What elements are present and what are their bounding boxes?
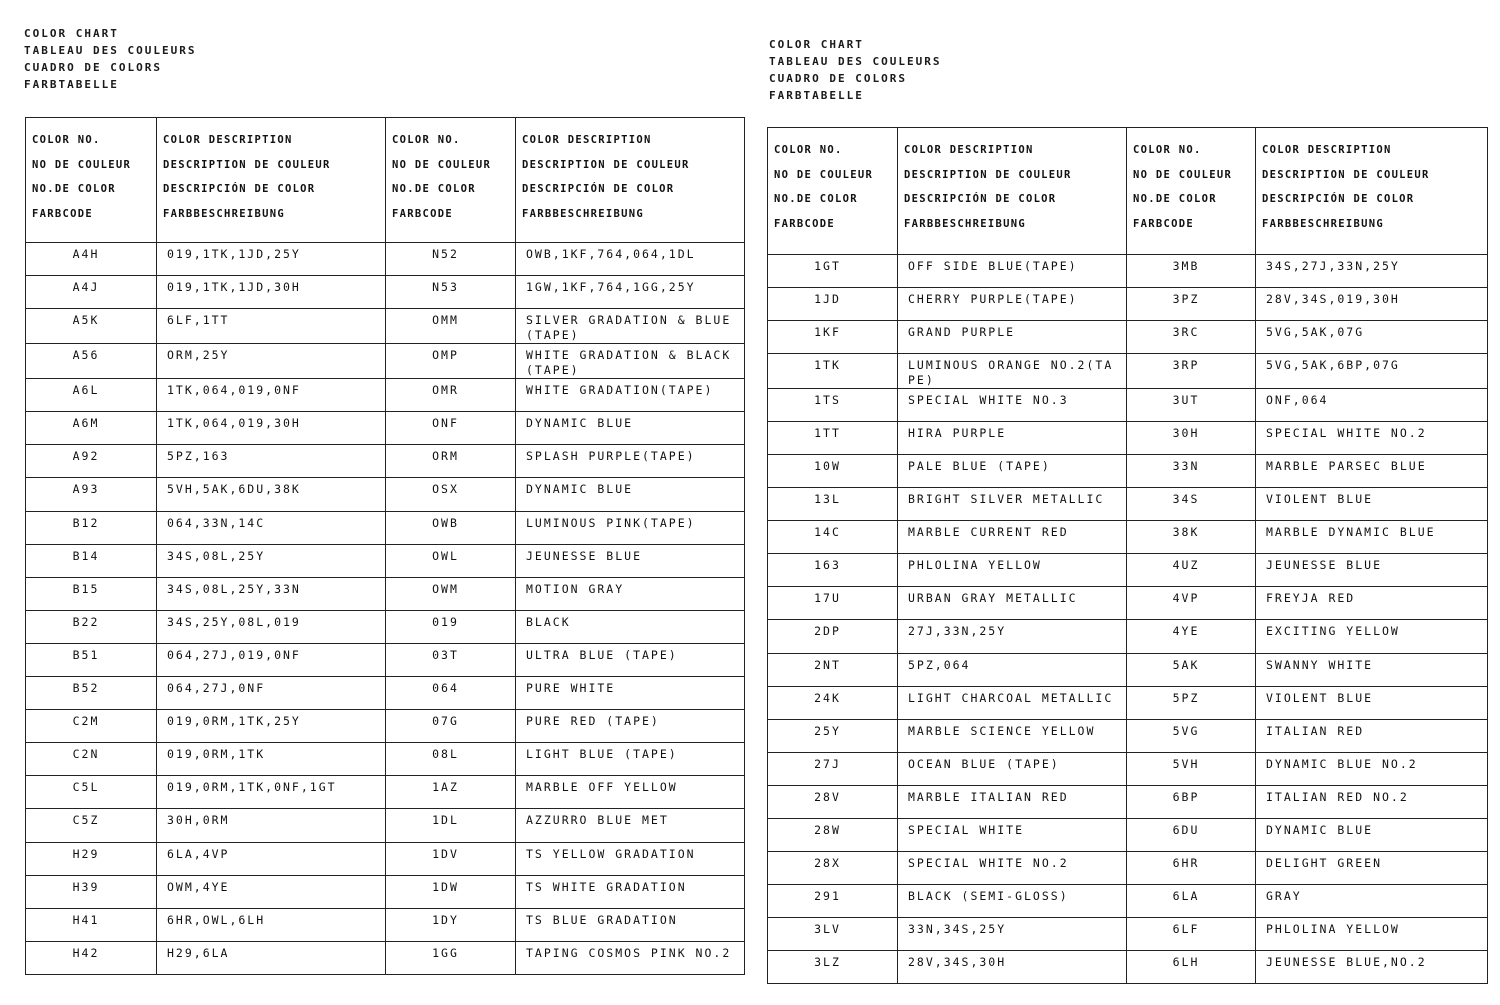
color-code-cell: 10W bbox=[768, 455, 898, 488]
color-code-cell: 2NT bbox=[768, 653, 898, 686]
color-code-cell: ORM bbox=[386, 445, 516, 478]
chart-heading-left bbox=[24, 25, 196, 93]
color-description-cell: 1TK,064,019,0NF bbox=[157, 379, 386, 412]
color-code-cell: A4J bbox=[26, 276, 157, 309]
color-code-cell: C5L bbox=[26, 776, 157, 809]
color-description-cell: PURE WHITE bbox=[516, 677, 745, 710]
color-description-cell: TS WHITE GRADATION bbox=[516, 875, 745, 908]
table-row bbox=[26, 776, 745, 809]
color-description-cell: 6HR,OWL,6LH bbox=[157, 908, 386, 941]
color-code-cell: H41 bbox=[26, 908, 157, 941]
color-code-cell: 14C bbox=[768, 521, 898, 554]
color-code-cell: 38K bbox=[1127, 521, 1256, 554]
table-row bbox=[26, 412, 745, 445]
color-code-cell: 17U bbox=[768, 587, 898, 620]
color-description-cell: 019,0RM,1TK bbox=[157, 743, 386, 776]
color-code-cell: 1DY bbox=[386, 908, 516, 941]
table-row bbox=[26, 445, 745, 478]
color-description-cell: PHLOLINA YELLOW bbox=[1256, 917, 1488, 950]
table-row bbox=[26, 941, 745, 974]
color-description-cell: MARBLE ITALIAN RED bbox=[898, 785, 1127, 818]
color-code-cell: 6LH bbox=[1127, 950, 1256, 983]
heading-line: FARBTABELLE bbox=[769, 89, 864, 102]
table-row bbox=[768, 752, 1488, 785]
color-description-cell: ULTRA BLUE (TAPE) bbox=[516, 643, 745, 676]
color-description-cell: 019,1TK,1JD,25Y bbox=[157, 243, 386, 276]
table-row bbox=[26, 875, 745, 908]
color-code-cell: 1KF bbox=[768, 321, 898, 354]
color-code-cell: A92 bbox=[26, 445, 157, 478]
table-row bbox=[768, 321, 1488, 354]
color-code-cell: 3UT bbox=[1127, 389, 1256, 422]
color-description-cell: BLACK (SEMI-GLOSS) bbox=[898, 884, 1127, 917]
color-description-header: COLOR DESCRIPTION DESCRIPTION DE COULEUR DESCRIPCIÓN DE COLOR FARBBESCHREIBUNG bbox=[157, 118, 386, 243]
color-code-cell: 3PZ bbox=[1127, 288, 1256, 321]
table-row bbox=[26, 577, 745, 610]
color-code-cell: 08L bbox=[386, 743, 516, 776]
color-code-cell: N53 bbox=[386, 276, 516, 309]
color-code-cell: 13L bbox=[768, 488, 898, 521]
color-code-cell: 30H bbox=[1127, 422, 1256, 455]
color-description-cell: 1TK,064,019,30H bbox=[157, 412, 386, 445]
color-description-header: COLOR DESCRIPTION DESCRIPTION DE COULEUR DESCRIPCIÓN DE COLOR FARBBESCHREIBUNG bbox=[1256, 128, 1488, 255]
color-description-cell: GRAY bbox=[1256, 884, 1488, 917]
table-row bbox=[26, 809, 745, 842]
color-code-cell: B14 bbox=[26, 544, 157, 577]
color-description-cell: ORM,25Y bbox=[157, 344, 386, 379]
color-code-cell: OWL bbox=[386, 544, 516, 577]
color-code-cell: 07G bbox=[386, 710, 516, 743]
table-row bbox=[26, 379, 745, 412]
color-description-cell: 34S,27J,33N,25Y bbox=[1256, 255, 1488, 288]
color-description-cell: LUMINOUS PINK(TAPE) bbox=[516, 511, 745, 544]
color-description-cell: 28V,34S,019,30H bbox=[1256, 288, 1488, 321]
color-code-cell: 5AK bbox=[1127, 653, 1256, 686]
heading-line: CUADRO DE COLORS bbox=[769, 72, 907, 85]
color-code-cell: 4VP bbox=[1127, 587, 1256, 620]
color-code-cell: 1GT bbox=[768, 255, 898, 288]
color-no-header: COLOR NO. NO DE COULEUR NO.DE COLOR FARBCODE bbox=[768, 128, 898, 255]
color-code-cell: A6L bbox=[26, 379, 157, 412]
color-description-cell: OCEAN BLUE (TAPE) bbox=[898, 752, 1127, 785]
table-row bbox=[26, 243, 745, 276]
color-chart-table-left bbox=[25, 117, 745, 975]
color-code-cell: C5Z bbox=[26, 809, 157, 842]
color-description-cell: 34S,08L,25Y,33N bbox=[157, 577, 386, 610]
color-code-cell: B22 bbox=[26, 610, 157, 643]
color-code-cell: 3MB bbox=[1127, 255, 1256, 288]
table-row bbox=[26, 511, 745, 544]
table-body bbox=[26, 243, 745, 975]
color-code-cell: 3LZ bbox=[768, 950, 898, 983]
color-description-cell: OFF SIDE BLUE(TAPE) bbox=[898, 255, 1127, 288]
color-description-cell: 064,33N,14C bbox=[157, 511, 386, 544]
color-code-cell: OMP bbox=[386, 344, 516, 379]
color-description-cell: SPLASH PURPLE(TAPE) bbox=[516, 445, 745, 478]
color-code-cell: N52 bbox=[386, 243, 516, 276]
table-header-row bbox=[768, 128, 1488, 255]
table-row bbox=[768, 785, 1488, 818]
color-code-cell: A6M bbox=[26, 412, 157, 445]
heading-line: TABLEAU DES COULEURS bbox=[24, 44, 197, 57]
color-code-cell: 1JD bbox=[768, 288, 898, 321]
color-code-cell: 33N bbox=[1127, 455, 1256, 488]
table-row bbox=[26, 710, 745, 743]
color-description-header: COLOR DESCRIPTION DESCRIPTION DE COULEUR DESCRIPCIÓN DE COLOR FARBBESCHREIBUNG bbox=[516, 118, 745, 243]
color-description-cell: GRAND PURPLE bbox=[898, 321, 1127, 354]
table-row bbox=[768, 917, 1488, 950]
color-description-cell: MARBLE SCIENCE YELLOW bbox=[898, 719, 1127, 752]
color-code-cell: 34S bbox=[1127, 488, 1256, 521]
color-code-cell: 6DU bbox=[1127, 818, 1256, 851]
color-code-cell: 163 bbox=[768, 554, 898, 587]
table-row bbox=[26, 743, 745, 776]
color-code-cell: 1TK bbox=[768, 354, 898, 389]
table-row bbox=[26, 842, 745, 875]
color-code-cell: 03T bbox=[386, 643, 516, 676]
color-description-cell: AZZURRO BLUE MET bbox=[516, 809, 745, 842]
table-row bbox=[768, 488, 1488, 521]
table-row bbox=[768, 255, 1488, 288]
color-code-cell: 28X bbox=[768, 851, 898, 884]
color-description-cell: JEUNESSE BLUE bbox=[1256, 554, 1488, 587]
color-description-cell: JEUNESSE BLUE,NO.2 bbox=[1256, 950, 1488, 983]
color-code-cell: 24K bbox=[768, 686, 898, 719]
color-code-cell: 28V bbox=[768, 785, 898, 818]
color-code-cell: OMM bbox=[386, 309, 516, 344]
color-code-cell: ONF bbox=[386, 412, 516, 445]
color-code-cell: 6BP bbox=[1127, 785, 1256, 818]
color-code-cell: A93 bbox=[26, 478, 157, 511]
color-code-cell: 5PZ bbox=[1127, 686, 1256, 719]
color-description-cell: CHERRY PURPLE(TAPE) bbox=[898, 288, 1127, 321]
table-row bbox=[26, 908, 745, 941]
color-code-cell: C2M bbox=[26, 710, 157, 743]
color-code-cell: 6HR bbox=[1127, 851, 1256, 884]
color-description-cell: 5VH,5AK,6DU,38K bbox=[157, 478, 386, 511]
color-description-cell: PHLOLINA YELLOW bbox=[898, 554, 1127, 587]
table-row bbox=[768, 521, 1488, 554]
heading-line: COLOR CHART bbox=[24, 27, 119, 40]
color-description-cell: 27J,33N,25Y bbox=[898, 620, 1127, 653]
color-code-cell: 3RP bbox=[1127, 354, 1256, 389]
table-row bbox=[768, 288, 1488, 321]
color-description-cell: SPECIAL WHITE NO.2 bbox=[898, 851, 1127, 884]
color-description-cell: 5VG,5AK,6BP,07G bbox=[1256, 354, 1488, 389]
color-description-cell: 30H,0RM bbox=[157, 809, 386, 842]
color-code-cell: H29 bbox=[26, 842, 157, 875]
color-code-cell: B12 bbox=[26, 511, 157, 544]
color-code-cell: 064 bbox=[386, 677, 516, 710]
color-description-cell: 33N,34S,25Y bbox=[898, 917, 1127, 950]
color-no-header: COLOR NO. NO DE COULEUR NO.DE COLOR FARBCODE bbox=[26, 118, 157, 243]
color-description-cell: TS BLUE GRADATION bbox=[516, 908, 745, 941]
table-row bbox=[26, 344, 745, 379]
color-code-cell: 6LA bbox=[1127, 884, 1256, 917]
color-description-cell: 6LF,1TT bbox=[157, 309, 386, 344]
color-description-cell: 064,27J,0NF bbox=[157, 677, 386, 710]
color-description-cell: PALE BLUE (TAPE) bbox=[898, 455, 1127, 488]
heading-line: TABLEAU DES COULEURS bbox=[769, 55, 942, 68]
table-row bbox=[768, 818, 1488, 851]
color-description-cell: MARBLE OFF YELLOW bbox=[516, 776, 745, 809]
color-description-cell: DYNAMIC BLUE bbox=[516, 412, 745, 445]
heading-line: FARBTABELLE bbox=[24, 78, 119, 91]
color-description-cell: 6LA,4VP bbox=[157, 842, 386, 875]
color-code-cell: 3RC bbox=[1127, 321, 1256, 354]
color-description-cell: 064,27J,019,0NF bbox=[157, 643, 386, 676]
color-description-cell: 019,1TK,1JD,30H bbox=[157, 276, 386, 309]
color-code-cell: B51 bbox=[26, 643, 157, 676]
color-code-cell: 1TS bbox=[768, 389, 898, 422]
color-chart-table-right bbox=[767, 127, 1488, 984]
color-description-cell: LIGHT CHARCOAL METALLIC bbox=[898, 686, 1127, 719]
table-row bbox=[768, 686, 1488, 719]
table-row bbox=[26, 478, 745, 511]
color-description-cell: OWB,1KF,764,064,1DL bbox=[516, 243, 745, 276]
color-description-cell: DELIGHT GREEN bbox=[1256, 851, 1488, 884]
color-description-cell: HIRA PURPLE bbox=[898, 422, 1127, 455]
color-description-cell: BLACK bbox=[516, 610, 745, 643]
color-description-cell: 34S,25Y,08L,019 bbox=[157, 610, 386, 643]
table-row bbox=[768, 389, 1488, 422]
color-description-cell: PURE RED (TAPE) bbox=[516, 710, 745, 743]
color-description-cell: SPECIAL WHITE NO.3 bbox=[898, 389, 1127, 422]
table-row bbox=[26, 544, 745, 577]
color-description-cell: 1GW,1KF,764,1GG,25Y bbox=[516, 276, 745, 309]
chart-heading-right bbox=[769, 36, 941, 104]
heading-line: COLOR CHART bbox=[769, 38, 864, 51]
table-row bbox=[768, 620, 1488, 653]
color-code-cell: A56 bbox=[26, 344, 157, 379]
color-code-cell: OMR bbox=[386, 379, 516, 412]
color-code-cell: 1DL bbox=[386, 809, 516, 842]
color-description-cell: DYNAMIC BLUE NO.2 bbox=[1256, 752, 1488, 785]
color-description-cell: LUMINOUS ORANGE NO.2(TAPE) bbox=[898, 354, 1127, 389]
color-description-cell: ONF,064 bbox=[1256, 389, 1488, 422]
color-code-cell: 1TT bbox=[768, 422, 898, 455]
color-description-cell: 28V,34S,30H bbox=[898, 950, 1127, 983]
color-description-cell: JEUNESSE BLUE bbox=[516, 544, 745, 577]
color-no-header: COLOR NO. NO DE COULEUR NO.DE COLOR FARBCODE bbox=[1127, 128, 1256, 255]
color-description-cell: 019,0RM,1TK,25Y bbox=[157, 710, 386, 743]
color-code-cell: 28W bbox=[768, 818, 898, 851]
color-description-cell: EXCITING YELLOW bbox=[1256, 620, 1488, 653]
color-description-cell: DYNAMIC BLUE bbox=[1256, 818, 1488, 851]
color-code-cell: C2N bbox=[26, 743, 157, 776]
color-description-cell: VIOLENT BLUE bbox=[1256, 488, 1488, 521]
table-row bbox=[768, 950, 1488, 983]
color-code-cell: A5K bbox=[26, 309, 157, 344]
color-code-cell: H39 bbox=[26, 875, 157, 908]
color-code-cell: A4H bbox=[26, 243, 157, 276]
color-code-cell: 291 bbox=[768, 884, 898, 917]
color-description-cell: MARBLE PARSEC BLUE bbox=[1256, 455, 1488, 488]
color-description-header: COLOR DESCRIPTION DESCRIPTION DE COULEUR DESCRIPCIÓN DE COLOR FARBBESCHREIBUNG bbox=[898, 128, 1127, 255]
table-row bbox=[768, 653, 1488, 686]
table-row bbox=[26, 677, 745, 710]
color-code-cell: 25Y bbox=[768, 719, 898, 752]
color-description-cell: MARBLE CURRENT RED bbox=[898, 521, 1127, 554]
table-row bbox=[26, 610, 745, 643]
color-code-cell: 5VG bbox=[1127, 719, 1256, 752]
color-code-cell: 1AZ bbox=[386, 776, 516, 809]
table-row bbox=[26, 276, 745, 309]
color-code-cell: B52 bbox=[26, 677, 157, 710]
color-code-cell: 27J bbox=[768, 752, 898, 785]
table-row bbox=[768, 354, 1488, 389]
color-code-cell: B15 bbox=[26, 577, 157, 610]
color-description-cell: URBAN GRAY METALLIC bbox=[898, 587, 1127, 620]
table-row bbox=[768, 587, 1488, 620]
color-code-cell: 1DW bbox=[386, 875, 516, 908]
color-description-cell: SILVER GRADATION & BLUE (TAPE) bbox=[516, 309, 745, 344]
color-code-cell: 5VH bbox=[1127, 752, 1256, 785]
table-row bbox=[768, 884, 1488, 917]
color-description-cell: SPECIAL WHITE NO.2 bbox=[1256, 422, 1488, 455]
table-body bbox=[768, 255, 1488, 984]
color-code-cell: 1GG bbox=[386, 941, 516, 974]
table-row bbox=[768, 422, 1488, 455]
table-row bbox=[768, 851, 1488, 884]
color-code-cell: 6LF bbox=[1127, 917, 1256, 950]
color-description-cell: 019,0RM,1TK,0NF,1GT bbox=[157, 776, 386, 809]
color-description-cell: 34S,08L,25Y bbox=[157, 544, 386, 577]
color-description-cell: WHITE GRADATION(TAPE) bbox=[516, 379, 745, 412]
color-description-cell: 5VG,5AK,07G bbox=[1256, 321, 1488, 354]
color-code-cell: OWM bbox=[386, 577, 516, 610]
color-description-cell: H29,6LA bbox=[157, 941, 386, 974]
color-description-cell: ITALIAN RED NO.2 bbox=[1256, 785, 1488, 818]
table-row bbox=[26, 309, 745, 344]
table-row bbox=[768, 455, 1488, 488]
color-code-cell: H42 bbox=[26, 941, 157, 974]
color-description-cell: WHITE GRADATION & BLACK (TAPE) bbox=[516, 344, 745, 379]
color-description-cell: 5PZ,163 bbox=[157, 445, 386, 478]
color-description-cell: TAPING COSMOS PINK NO.2 bbox=[516, 941, 745, 974]
color-description-cell: TS YELLOW GRADATION bbox=[516, 842, 745, 875]
color-code-cell: 4YE bbox=[1127, 620, 1256, 653]
color-description-cell: BRIGHT SILVER METALLIC bbox=[898, 488, 1127, 521]
table-row bbox=[26, 643, 745, 676]
color-description-cell: SWANNY WHITE bbox=[1256, 653, 1488, 686]
color-code-cell: OWB bbox=[386, 511, 516, 544]
color-description-cell: LIGHT BLUE (TAPE) bbox=[516, 743, 745, 776]
color-code-cell: 3LV bbox=[768, 917, 898, 950]
table-header-row bbox=[26, 118, 745, 243]
table-row bbox=[768, 554, 1488, 587]
color-code-cell: OSX bbox=[386, 478, 516, 511]
color-code-cell: 1DV bbox=[386, 842, 516, 875]
color-description-cell: 5PZ,064 bbox=[898, 653, 1127, 686]
color-description-cell: MOTION GRAY bbox=[516, 577, 745, 610]
table-row bbox=[768, 719, 1488, 752]
color-no-header: COLOR NO. NO DE COULEUR NO.DE COLOR FARBCODE bbox=[386, 118, 516, 243]
color-description-cell: FREYJA RED bbox=[1256, 587, 1488, 620]
color-description-cell: ITALIAN RED bbox=[1256, 719, 1488, 752]
color-description-cell: SPECIAL WHITE bbox=[898, 818, 1127, 851]
color-code-cell: 2DP bbox=[768, 620, 898, 653]
color-code-cell: 019 bbox=[386, 610, 516, 643]
color-description-cell: DYNAMIC BLUE bbox=[516, 478, 745, 511]
heading-line: CUADRO DE COLORS bbox=[24, 61, 162, 74]
color-description-cell: VIOLENT BLUE bbox=[1256, 686, 1488, 719]
color-code-cell: 4UZ bbox=[1127, 554, 1256, 587]
color-description-cell: OWM,4YE bbox=[157, 875, 386, 908]
color-description-cell: MARBLE DYNAMIC BLUE bbox=[1256, 521, 1488, 554]
